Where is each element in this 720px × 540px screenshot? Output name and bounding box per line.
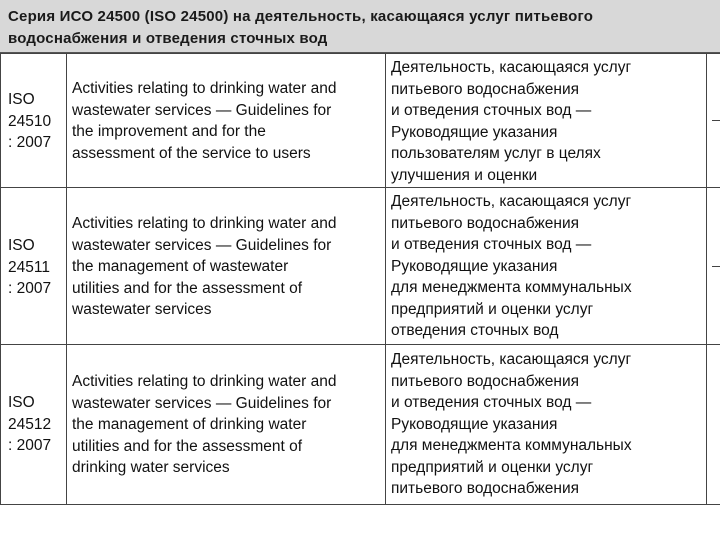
russian-title: Деятельность, касающаяся услуг питьевого водоснабжения и отведения сточных вод — Руководящие указания для менеджмента коммунальных предприятий и оценки услуг питьевого водоснабжения: [391, 351, 632, 497]
english-title: Activities relating to drinking water and wastewater services — Guidelines for the management of wastewater utilities and for the assessment of wastewater services: [72, 215, 337, 318]
column-divider: [66, 53, 67, 505]
english-title: Activities relating to drinking water and wastewater services — Guidelines for the improvement and for the assessment of the service to users: [72, 80, 337, 162]
russian-title: Деятельность, касающаяся услуг питьевого водоснабжения и отведения сточных вод — Руководящие указания пользователям услуг в целях улучшения и оценки: [391, 59, 632, 184]
russian-title: Деятельность, касающаяся услуг питьевого водоснабжения и отведения сточных вод — Руководящие указания для менеджмента коммунальных предприятий и оценки услуг отведения сточных вод: [391, 193, 632, 339]
slide-title: Серия ИСО 24500 (ISO 24500) на деятельность, касающаяся услуг питьевого водоснабжения и отведения сточных вод: [0, 0, 720, 53]
english-title: Activities relating to drinking water and wastewater services — Guidelines for the management of drinking water utilities and for the assessment of drinking water services: [72, 373, 337, 476]
standard-code: ISO 24512 : 2007: [8, 394, 52, 454]
row-marker: [712, 120, 720, 121]
column-divider: [385, 53, 386, 505]
column-divider: [706, 53, 707, 505]
standard-code: ISO 24510 : 2007: [8, 91, 52, 151]
standard-code: ISO 24511 : 2007: [8, 237, 52, 297]
row-marker: [712, 266, 720, 267]
table-border: [0, 53, 1, 505]
